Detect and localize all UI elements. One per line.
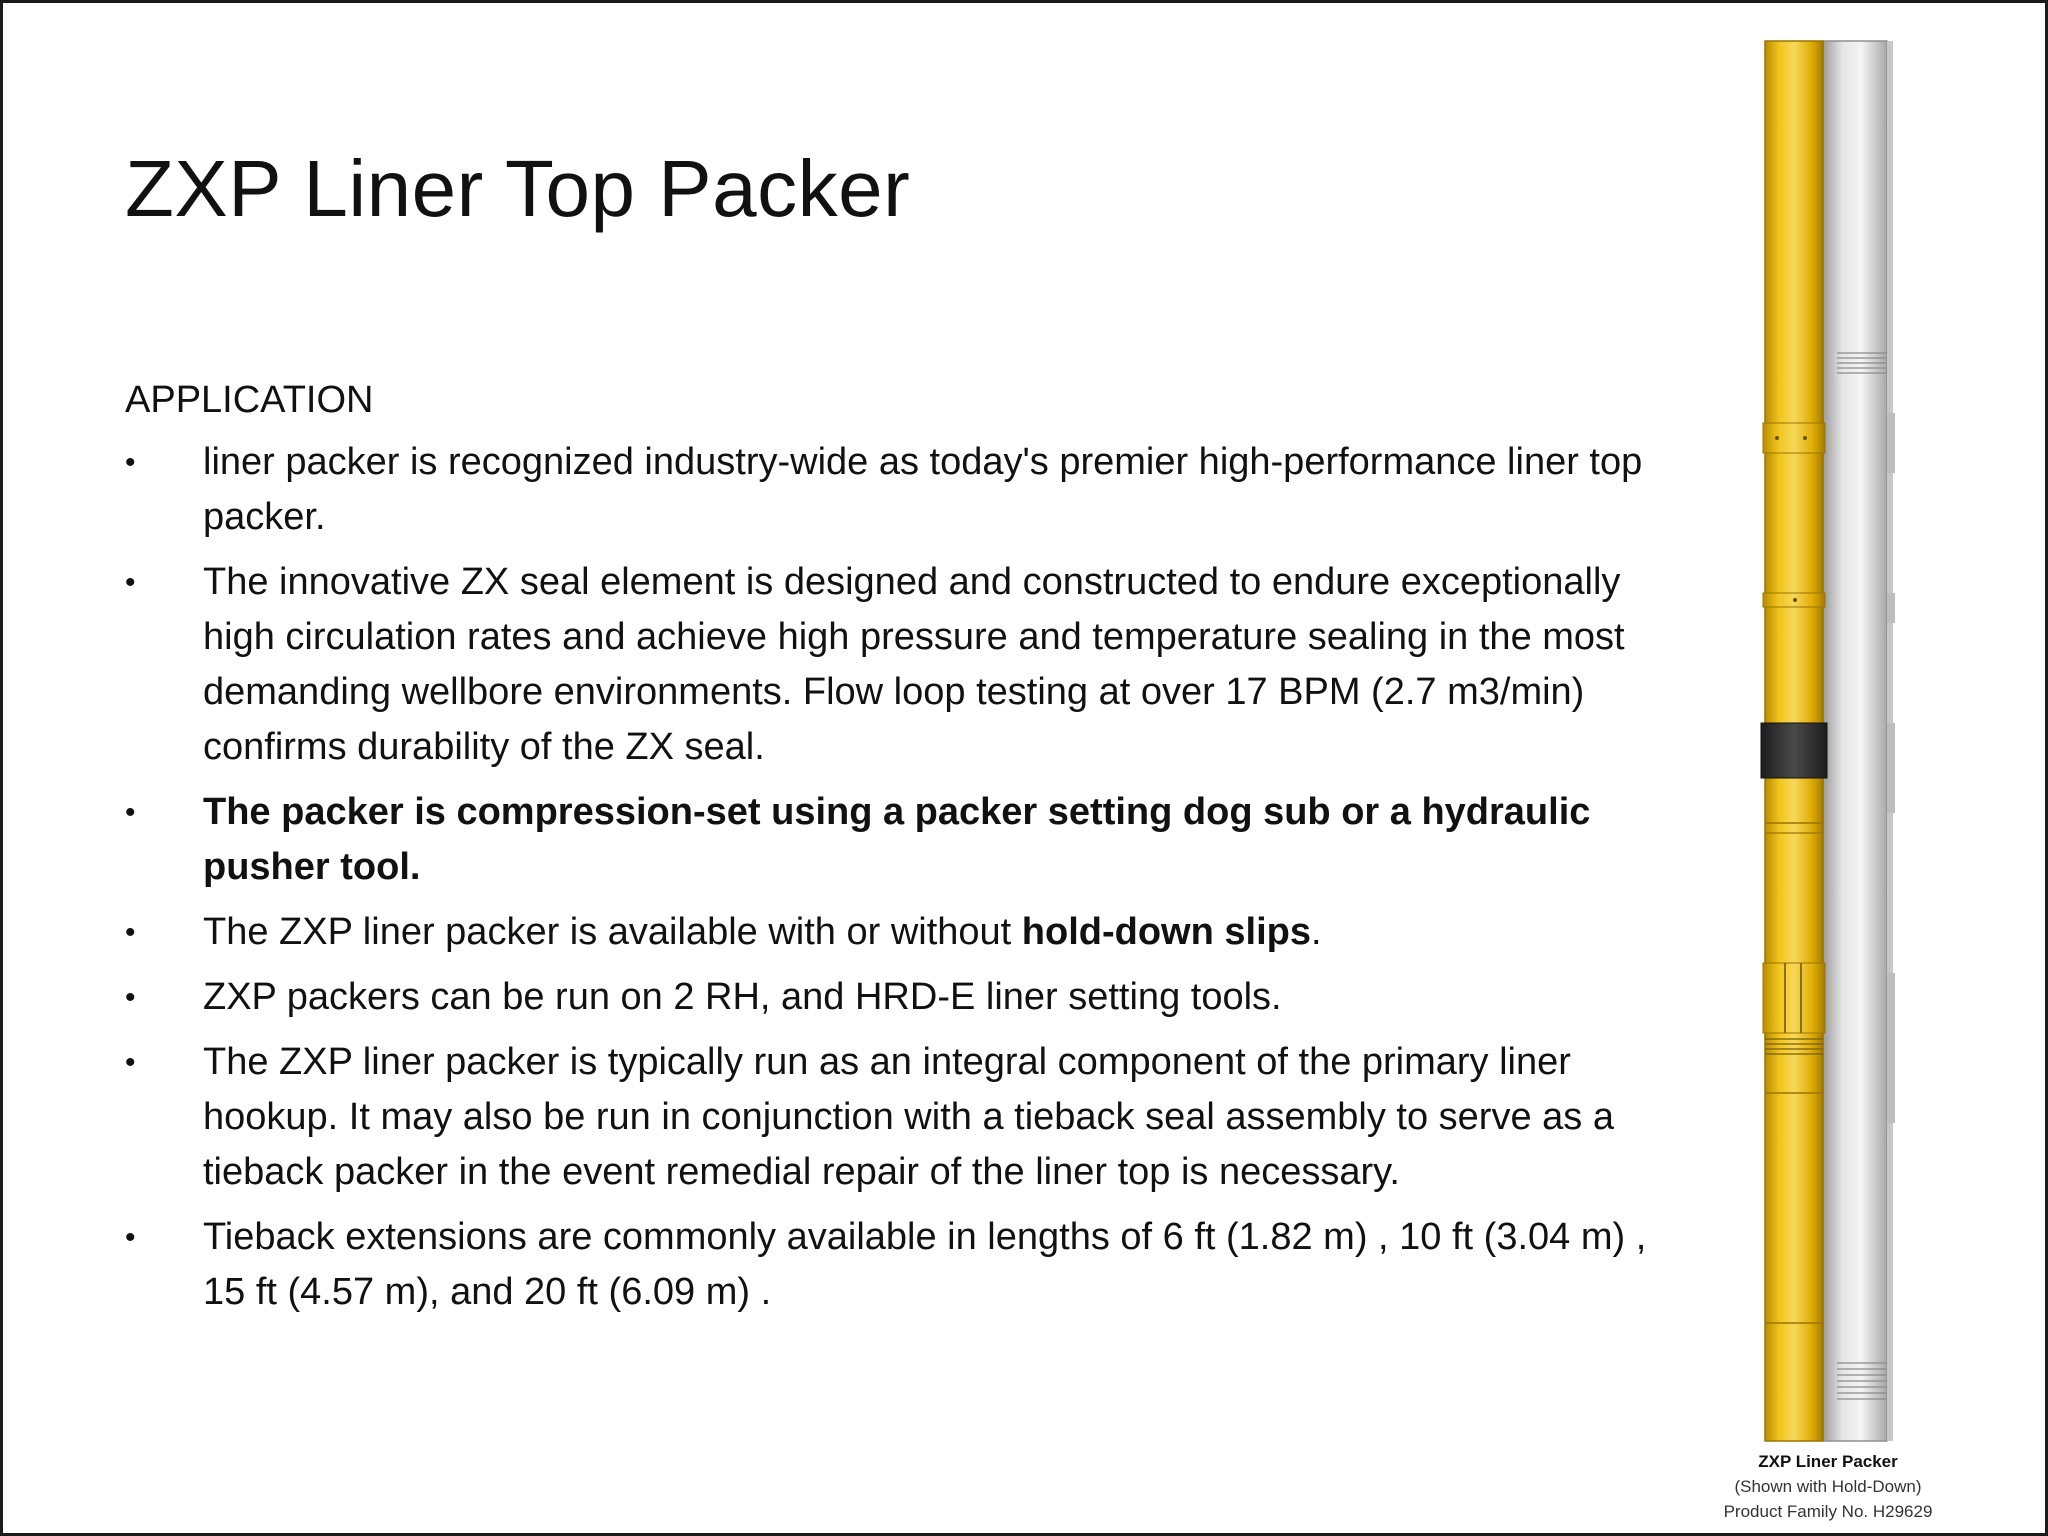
list-item bbox=[125, 435, 1670, 545]
bullet-text: The innovative ZX seal element is designed and constructed to endure exceptionally high circulation rates and achieve high pressure and temperature sealing in the most demanding wellbore environments. Flow loop testing at over 17 BPM (2.7 m3/min) confirms durability of the ZX seal. bbox=[203, 561, 1625, 768]
bullet-text: Tieback extensions are commonly available in lengths of 6 ft (1.82 m) , 10 ft (3.04 m) , 15 ft (4.57 m), and 20 ft (6.09 m) . bbox=[203, 1216, 1647, 1313]
bullet-icon: • bbox=[125, 1221, 136, 1254]
bullet-text bbox=[203, 911, 1322, 953]
bullet-text: ZXP packers can be run on 2 RH, and HRD-E liner setting tools. bbox=[203, 976, 1282, 1018]
yellow-body bbox=[1761, 41, 1827, 1441]
list-item bbox=[125, 785, 1670, 895]
list-item bbox=[125, 555, 1670, 775]
list-item bbox=[125, 1035, 1670, 1200]
bullet-list bbox=[125, 435, 1670, 1320]
caption-subtitle: (Shown with Hold-Down) bbox=[1734, 1477, 1922, 1496]
bullet-text: The ZXP liner packer is typically run as an integral component of the primary liner hookup. It may also be run in conjunction with a tieback seal assembly to serve as a tieback packer in the event remedial repair of the liner top is necessary. bbox=[203, 1041, 1614, 1193]
slide-title: ZXP Liner Top Packer bbox=[125, 144, 911, 233]
bullet-icon: • bbox=[125, 1046, 136, 1079]
bullet-text-part: . bbox=[1310, 911, 1322, 953]
list-item bbox=[125, 1210, 1670, 1320]
gray-mandrel bbox=[1823, 41, 1895, 1441]
figure-caption bbox=[1703, 1449, 1953, 1524]
bullet-icon: • bbox=[125, 446, 136, 479]
bullet-text-bold: The packer is compression-set using a packer setting dog sub or a hydraulic pusher tool. bbox=[203, 791, 1591, 888]
bullet-icon: • bbox=[125, 916, 136, 949]
bullet-text-emphasis: hold-down slips bbox=[1021, 911, 1311, 953]
bullet-text-part: The ZXP liner packer is available with or without bbox=[203, 911, 1022, 953]
caption-product-number: Product Family No. H29629 bbox=[1723, 1502, 1933, 1521]
list-item bbox=[125, 905, 1670, 960]
packer-illustration bbox=[1755, 33, 2005, 1453]
bullet-icon: • bbox=[125, 566, 136, 599]
slide-content bbox=[125, 373, 1670, 1330]
list-item bbox=[125, 970, 1670, 1025]
bullet-icon: • bbox=[125, 796, 136, 829]
caption-title: ZXP Liner Packer bbox=[1758, 1452, 1898, 1471]
bullet-icon: • bbox=[125, 981, 136, 1014]
bullet-text: liner packer is recognized industry-wide as today's premier high-performance liner top packer. bbox=[203, 441, 1643, 538]
section-heading: APPLICATION bbox=[125, 379, 374, 421]
